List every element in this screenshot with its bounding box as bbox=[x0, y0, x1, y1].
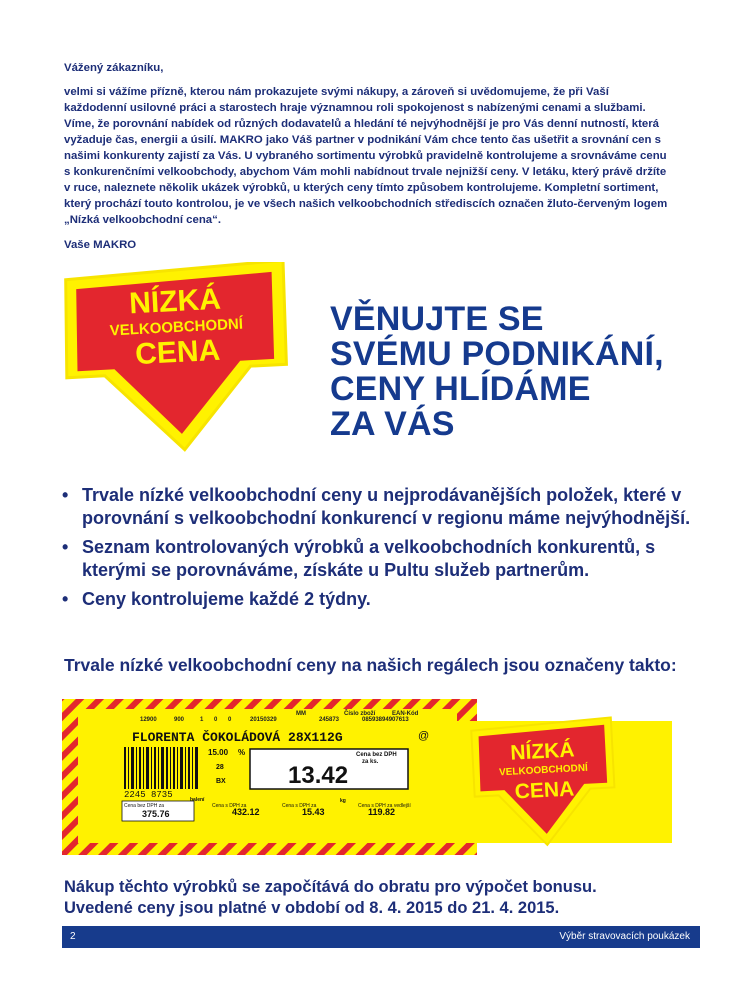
signature: Vaše MAKRO bbox=[64, 239, 137, 251]
headline-line: ZA VÁS bbox=[330, 405, 455, 443]
cell-value: 15.43 bbox=[302, 807, 325, 817]
code-item: 0 bbox=[214, 717, 218, 723]
badge-line3: CENA bbox=[514, 777, 575, 804]
headline bbox=[330, 302, 730, 442]
qty-value: 28 bbox=[216, 764, 224, 771]
cell-caption: Cena s DPH za vedlejší bbox=[358, 803, 411, 809]
cell-value: 375.76 bbox=[142, 809, 170, 819]
cell-unit: balení bbox=[190, 797, 205, 803]
low-price-badge-large bbox=[60, 262, 295, 457]
code-item: Číslo zboží bbox=[344, 711, 376, 717]
cell-value: 119.82 bbox=[368, 807, 396, 817]
cell-caption: Cena bez DPH za bbox=[124, 803, 165, 809]
cell-value: 432.12 bbox=[232, 807, 260, 817]
footer-text bbox=[64, 877, 704, 919]
headline-line: SVÉMU PODNIKÁNÍ, bbox=[330, 335, 664, 373]
benefit-list bbox=[62, 484, 702, 618]
code-item: MM bbox=[296, 711, 306, 717]
headline-line: VĚNUJTE SE bbox=[330, 300, 544, 338]
code-item: EAN-Kód bbox=[392, 711, 419, 717]
footer-line: Uvedené ceny jsou platné v období od 8. 4. 2015 do 21. 4. 2015. bbox=[64, 899, 560, 917]
code-item: 20150329 bbox=[250, 717, 277, 723]
shelf-label-graphic bbox=[62, 693, 672, 861]
price-caption: Cena bez DPH bbox=[356, 752, 397, 758]
at-sign: @ bbox=[418, 730, 430, 742]
unit-value: BX bbox=[216, 778, 226, 785]
code-item: 900 bbox=[174, 717, 185, 723]
bottom-bar-title: Výběr stravovacích poukázek bbox=[559, 931, 690, 942]
badge-graphic bbox=[60, 262, 295, 457]
vat-pct: % bbox=[238, 748, 246, 757]
shelf-label-example bbox=[62, 693, 672, 861]
bottom-bar bbox=[62, 926, 700, 948]
product-name: FLORENTA ČOKOLÁDOVÁ 28X112G bbox=[132, 730, 343, 745]
vat-value: 15.00 bbox=[208, 748, 229, 757]
list-item: • Trvale nízké velkoobchodní ceny u nejprodávanějších položek, které v porovnání s velkoobchodní konkurencí v regionu máme nejvýhodnější. bbox=[62, 484, 702, 529]
code-item: 12900 bbox=[140, 717, 157, 723]
footer-line: Nákup těchto výrobků se započítává do obratu pro výpočet bonusu. bbox=[64, 878, 597, 896]
cell-unit: kg bbox=[340, 798, 346, 804]
badge-line1: NÍZKÁ bbox=[509, 738, 576, 765]
ean-top: 08593894907613 bbox=[362, 717, 409, 723]
code-item: 0 bbox=[228, 717, 232, 723]
badge-line2: VELKOOBCHODNÍ bbox=[498, 762, 589, 779]
list-item: • Seznam kontrolovaných výrobků a velkoobchodních konkurentů, s kterými se porovnáváme, získáte u Pultu služeb partnerům. bbox=[62, 536, 702, 581]
code-item: 245873 bbox=[319, 717, 340, 723]
page-number: 2 bbox=[70, 931, 76, 942]
barcode-number: 2245 8735 bbox=[124, 790, 173, 800]
cell-caption: Cena s DPH za bbox=[282, 803, 317, 809]
price-caption2: za ks. bbox=[362, 759, 379, 765]
cell-caption: Cena s DPH za bbox=[212, 803, 247, 809]
greeting: Vážený zákazníku, bbox=[64, 62, 164, 74]
price-value: 13.42 bbox=[288, 762, 349, 789]
intro-body: velmi si vážíme přízně, kterou nám prokazujete svými nákupy, a zároveň si uvědomujeme, že při Vaší každodenní usilovné práci a starostech hraje významnou roli spokojenost s nabízenými cenami a službami. Víme, že porovnání nabídek od různých dodavatelů a hledání té nejvýhodnější je pro Vás denní nutností, která vyžaduje čas, energii a úsilí. MAKRO jako Váš partner v podnikání Vám chce tento čas ušetřit a srovnání cen s našimi konkurenty zajistí za Vás. U vybraného sortimentu výrobků pravidelně kontrolujeme a srovnáváme cenu s konkurenčními velkoobchody, abychom Vám mohli nabídnout trvale nejnižší ceny. V letáku, který právě držíte v ruce, naleznete několik ukázek výrobků, u kterých ceny tímto způsobem kontrolujeme. Kompletní sortiment, který prochází touto kontrolou, je ve všech našich velkoobchodních střediscích označen žluto-červeným logem „Nízká velkoobchodní cena“. bbox=[64, 86, 668, 226]
badge-line1: NÍZKÁ bbox=[128, 282, 222, 321]
intro-letter bbox=[64, 60, 668, 253]
shelf-note: Trvale nízké velkoobchodní ceny na našich regálech jsou označeny takto: bbox=[64, 655, 677, 675]
code-item: 1 bbox=[200, 717, 204, 723]
badge-line2: VELKOOBCHODNÍ bbox=[109, 315, 244, 340]
list-item: • Ceny kontrolujeme každé 2 týdny. bbox=[62, 588, 702, 611]
badge-line3: CENA bbox=[134, 333, 221, 372]
headline-line: CENY HLÍDÁME bbox=[330, 370, 591, 408]
